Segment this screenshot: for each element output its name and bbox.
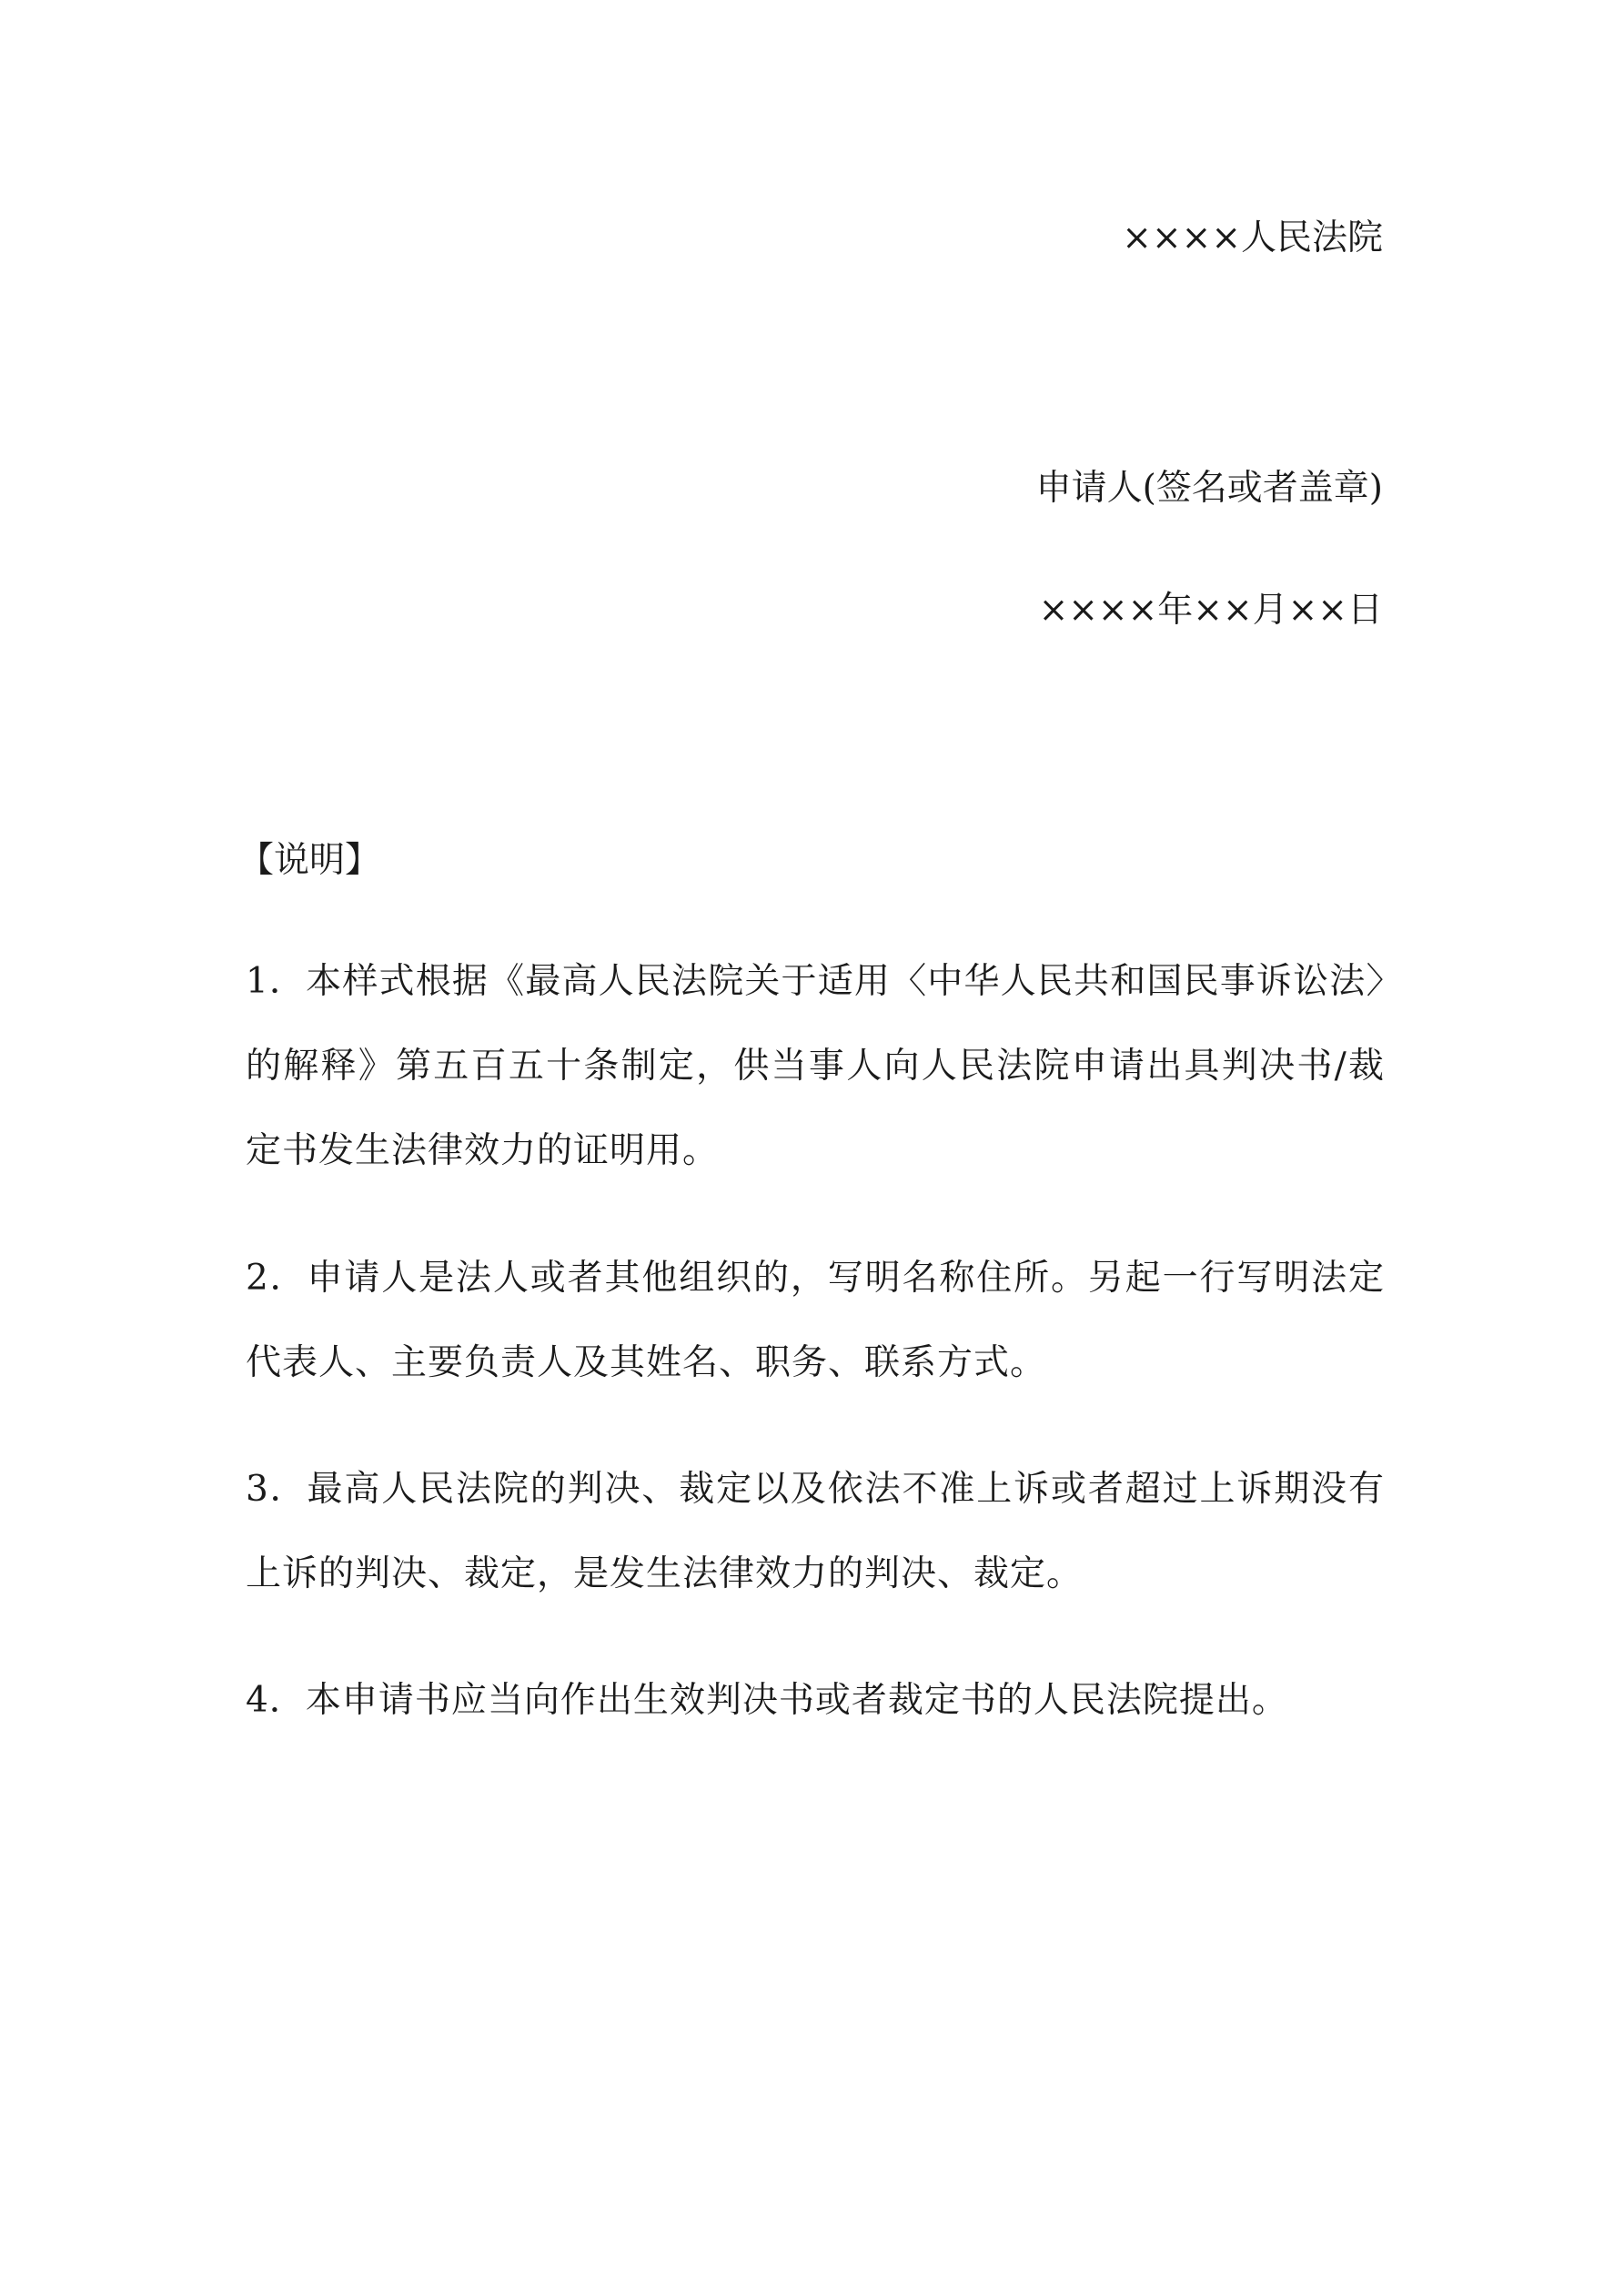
note-item-3: 3．最高人民法院的判决、裁定以及依法不准上诉或者超过上诉期没有上诉的判决、裁定，是发生法律效力的判决、裁定。	[246, 1469, 1385, 1594]
note-item-4: 4．本申请书应当向作出生效判决书或者裁定书的人民法院提出。	[246, 1680, 1288, 1721]
notes-heading: 【说明】	[238, 840, 381, 881]
applicant-signature: 申请人(签名或者盖章)	[1035, 468, 1383, 509]
note-item-1: 1．本样式根据《最高人民法院关于适用〈中华人民共和国民事诉讼法〉的解释》第五百五十条制定，供当事人向人民法院申请出具判决书/裁定书发生法律效力的证明用。	[246, 961, 1385, 1171]
note-item-2: 2．申请人是法人或者其他组织的，写明名称住所。另起一行写明法定代表人、主要负责人及其姓名、职务、联系方式。	[246, 1258, 1385, 1383]
court-name: ××××人民法院	[1122, 217, 1383, 258]
date-line: ××××年××月××日	[1038, 590, 1383, 631]
